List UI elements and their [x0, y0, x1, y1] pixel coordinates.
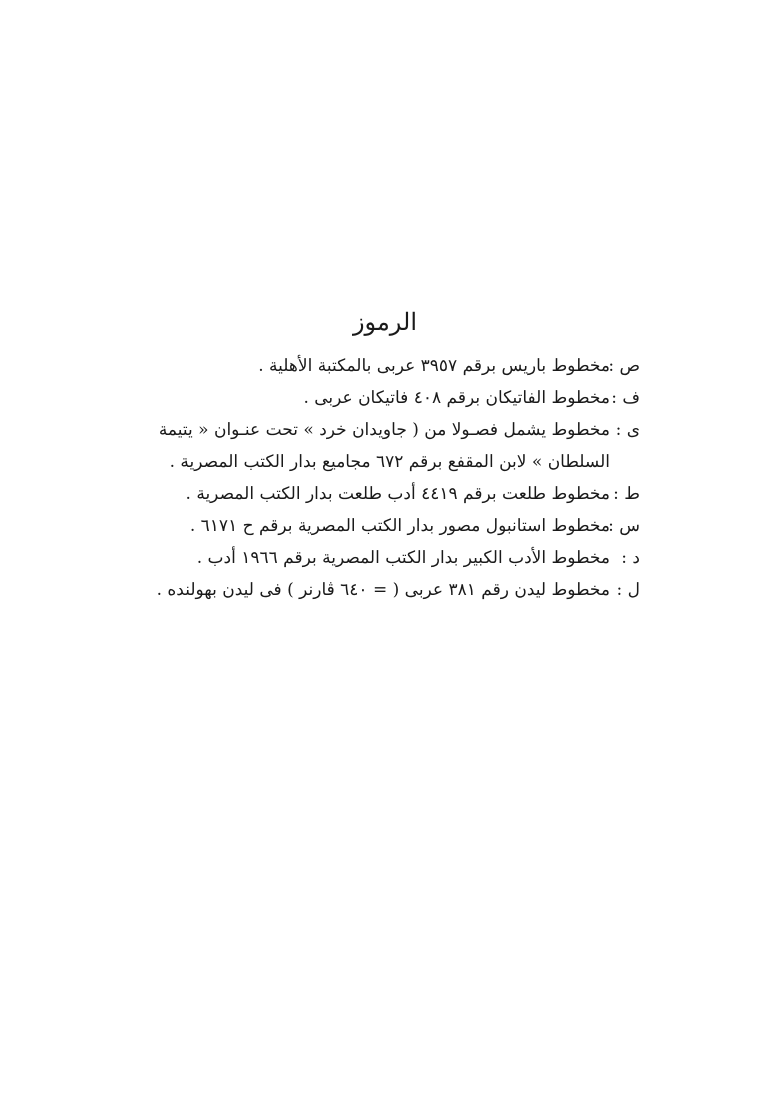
entry-line: مخطوط استانبول مصور بدار الكتب المصرية برقم ح ٦١٧١ . — [189, 516, 610, 536]
entry-description — [190, 510, 610, 542]
legend-entry-adab-kabir — [100, 542, 640, 574]
entry-line: مخطوط طلعت برقم ٤٤١٩ أدب طلعت بدار الكتب المصرية . — [185, 484, 610, 504]
entry-symbol: ط : — [613, 484, 640, 504]
entry-line: مخطوط الأدب الكبير بدار الكتب المصرية برقم ١٩٦٦ أدب . — [196, 548, 610, 568]
legend-entry-talaat — [100, 478, 640, 510]
entry-symbol: ى : — [615, 420, 640, 440]
legend-entry-paris — [100, 350, 640, 382]
symbols-legend — [100, 350, 640, 606]
entry-symbol: د : — [621, 548, 640, 568]
entry-description — [258, 350, 610, 382]
entry-description — [186, 478, 610, 510]
page-title: الرموز — [352, 308, 418, 336]
entry-symbol: ص : — [608, 356, 640, 376]
entry-description — [303, 382, 610, 414]
entry-symbol: ل : — [616, 580, 640, 600]
legend-entry-yatima — [100, 414, 640, 478]
entry-line: مخطوط يشمل فصـولا من ( جاويدان خرد » تحت عنـوان « يتيمة — [158, 420, 610, 440]
entry-line: السلطان » لابن المقفع برقم ٦٧٢ مجاميع بدار الكتب المصرية . — [169, 452, 610, 472]
entry-symbol: س : — [608, 516, 640, 536]
entry-line: مخطوط ليدن رقم ٣٨١ عربى ( = ٦٤٠ ڤارنر ) فى ليدن بهولنده . — [156, 580, 610, 600]
entry-description — [157, 574, 610, 606]
entry-line: مخطوط باريس برقم ٣٩٥٧ عربى بالمكتبة الأهلية . — [258, 356, 610, 376]
legend-entry-leiden — [100, 574, 640, 606]
legend-entry-istanbul — [100, 510, 640, 542]
entry-line: مخطوط الفاتيكان برقم ٤٠٨ فاتيكان عربى . — [303, 388, 610, 408]
legend-entry-vatican — [100, 382, 640, 414]
entry-description — [159, 414, 610, 478]
entry-symbol: ف : — [611, 388, 640, 408]
entry-description — [197, 542, 610, 574]
